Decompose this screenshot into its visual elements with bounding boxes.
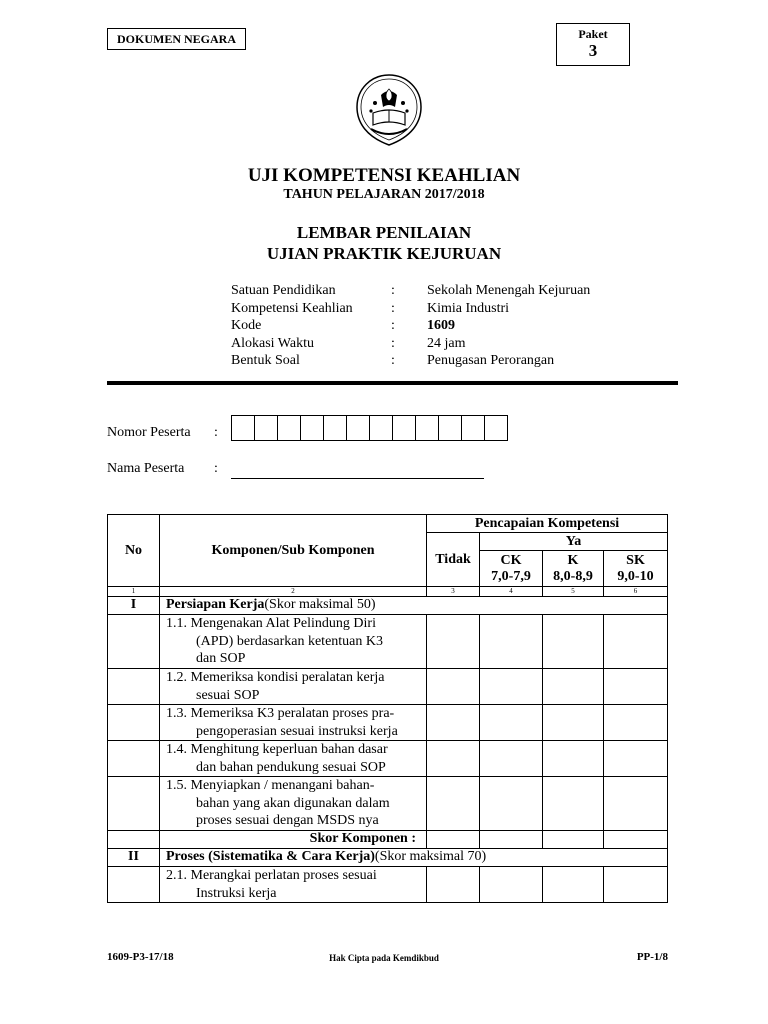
footer-copyright: Hak Cipta pada Kemdikbud [329,953,439,963]
digit-box[interactable] [324,416,347,440]
paket-label: Paket [578,27,608,41]
participant-name-line[interactable] [231,478,484,479]
score-component-label: Skor Komponen : [160,831,427,849]
info-row-format [231,352,647,370]
digit-box[interactable] [347,416,370,440]
column-number-row [108,587,668,597]
score-cell-tidak[interactable] [427,741,480,777]
score-cell-sk[interactable] [604,615,668,669]
score-cell-sk[interactable] [604,777,668,831]
score-cell-tidak[interactable] [427,867,480,903]
item-text: 1.1. Mengenakan Alat Pelindung Diri (APD) berdasarkan ketentuan K3 dan SOP [160,615,427,669]
k-label: K [567,552,579,568]
section-note: (Skor maksimal 50) [264,597,376,612]
table-row [108,615,668,669]
score-cell-ck[interactable] [480,777,543,831]
score-cell-k[interactable] [543,867,604,903]
ck-range: 7,0-7,9 [491,568,531,584]
score-cell-tidak[interactable] [427,777,480,831]
ck-label: CK [500,552,522,568]
sheet-title: LEMBAR PENILAIAN [296,223,472,242]
section-number: I [108,597,160,615]
exam-title: UJI KOMPETENSI KEAHLIAN [247,165,521,186]
score-cell-sk[interactable] [604,705,668,741]
info-value: Kimia Industri [427,300,510,316]
digit-box[interactable] [462,416,485,440]
info-row-competency [231,300,647,318]
score-cell-tidak[interactable] [427,669,480,705]
exam-subtitle: UJIAN PRAKTIK KEJURUAN [266,244,502,263]
table-row [108,777,668,831]
participant-number-colon: : [214,425,218,440]
info-key: Kompetensi Keahlian [231,300,353,316]
score-component-row [108,831,668,849]
digit-box[interactable] [301,416,324,440]
col-number: 2 [160,587,427,597]
score-cell-k[interactable] [543,615,604,669]
tut-wuri-handayani-logo [355,73,423,147]
header-ck [480,551,543,587]
header-ya: Ya [480,533,668,551]
participant-number-boxes[interactable] [231,415,508,441]
info-colon: : [391,300,395,316]
digit-box[interactable] [485,416,507,440]
info-row-time [231,335,647,353]
score-cell-k[interactable] [543,705,604,741]
info-value: Sekolah Menengah Kejuruan [427,283,591,298]
footer-page: PP-1/8 [636,951,668,963]
exam-info-list [231,282,647,370]
info-value: 1609 [427,318,455,333]
digit-box[interactable] [439,416,462,440]
participant-name-label: Nama Peserta [107,461,185,476]
col-number: 1 [108,587,160,597]
table-row [108,867,668,903]
section-row [108,597,668,615]
info-value: 24 jam [427,335,466,351]
participant-number-label: Nomor Peserta [107,425,191,440]
score-cell-ck[interactable] [480,741,543,777]
score-cell-tidak[interactable] [427,705,480,741]
section-title [160,849,668,867]
item-text: 1.2. Memeriksa kondisi peralatan kerja sesuai SOP [160,669,427,705]
item-text: 1.5. Menyiapkan / menangani bahan- bahan yang akan digunakan dalam proses sesuai dengan MSDS nya [160,777,427,831]
k-range: 8,0-8,9 [553,568,593,584]
section-title-bold: Proses (Sistematika & Cara Kerja) [166,849,375,864]
header-tidak: Tidak [427,533,480,587]
info-key: Bentuk Soal [231,353,300,368]
sk-label: SK [626,552,645,568]
header-divider [107,381,678,385]
info-row-code [231,317,647,335]
info-colon: : [391,353,395,368]
item-text: 1.4. Menghitung keperluan bahan dasar dan bahan pendukung sesuai SOP [160,741,427,777]
col-number: 4 [480,587,543,597]
score-cell-ck[interactable] [480,615,543,669]
info-colon: : [391,283,395,298]
section-title [160,597,668,615]
header-sk [604,551,668,587]
col-number: 6 [604,587,668,597]
header-no: No [108,515,160,587]
score-component-cell[interactable] [543,831,604,849]
score-cell-k[interactable] [543,741,604,777]
participant-name-colon: : [214,461,218,476]
col-number: 5 [543,587,604,597]
section-title-bold: Persiapan Kerja [166,597,265,612]
info-value: Penugasan Perorangan [427,353,555,368]
assessment-table [107,514,668,903]
paket-box [556,23,630,66]
score-component-cell[interactable] [427,831,480,849]
score-cell-k[interactable] [543,777,604,831]
digit-box[interactable] [232,416,255,440]
info-key: Satuan Pendidikan [231,283,336,298]
col-number: 3 [427,587,480,597]
score-cell-sk[interactable] [604,867,668,903]
sk-range: 9,0-10 [617,568,654,584]
digit-box[interactable] [278,416,301,440]
section-number: II [108,849,160,867]
item-text: 1.3. Memeriksa K3 peralatan proses pra- pengoperasian sesuai instruksi kerja [160,705,427,741]
digit-box[interactable] [370,416,393,440]
document-classification-label: DOKUMEN NEGARA [107,28,246,50]
header-component: Komponen/Sub Komponen [160,515,427,587]
score-component-cell[interactable] [604,831,668,849]
score-cell-ck[interactable] [480,867,543,903]
table-row [108,741,668,777]
score-cell-sk[interactable] [604,741,668,777]
score-cell-k[interactable] [543,669,604,705]
table-row [108,705,668,741]
footer-code: 1609-P3-17/18 [107,951,174,963]
score-cell-ck[interactable] [480,705,543,741]
table-row [108,669,668,705]
header-k [543,551,604,587]
score-cell-ck[interactable] [480,669,543,705]
digit-box[interactable] [393,416,416,440]
info-key: Kode [231,318,262,333]
info-colon: : [391,335,395,351]
score-component-cell[interactable] [480,831,543,849]
header-achievement: Pencapaian Kompetensi [427,515,668,533]
digit-box[interactable] [416,416,439,440]
info-colon: : [391,318,395,333]
item-text: 2.1. Merangkai perlatan proses sesuai Instruksi kerja [160,867,427,903]
section-note: (Skor maksimal 70) [374,849,487,864]
section-row [108,849,668,867]
info-row-school [231,282,647,300]
info-key: Alokasi Waktu [231,335,314,351]
digit-box[interactable] [255,416,278,440]
score-cell-tidak[interactable] [427,615,480,669]
score-cell-sk[interactable] [604,669,668,705]
paket-number: 3 [588,41,598,60]
academic-year: TAHUN PELAJARAN 2017/2018 [283,187,485,202]
